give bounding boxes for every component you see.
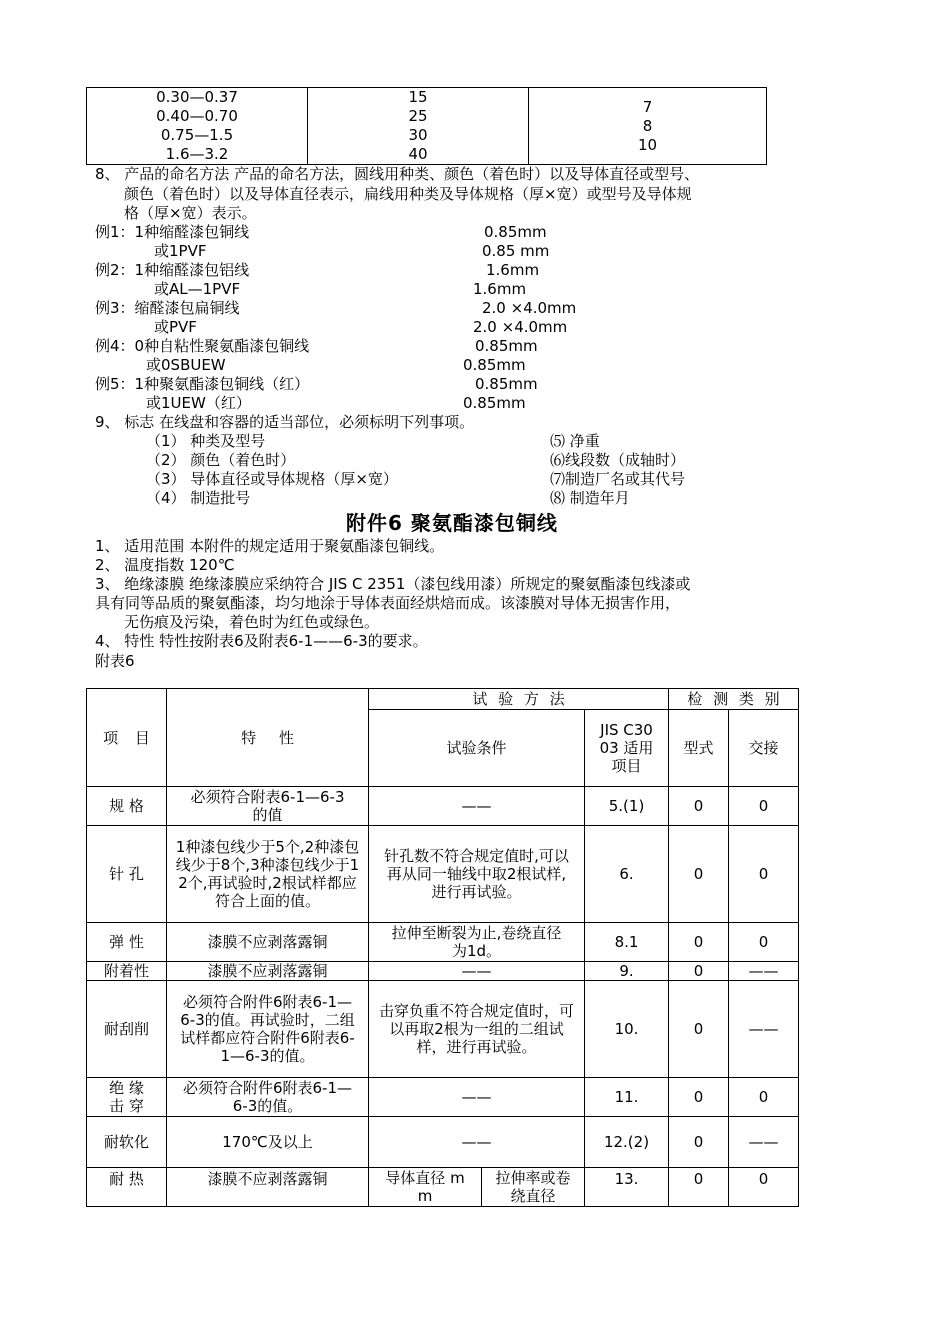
example-label: 例5：1种聚氨酯漆包铜线（红） (95, 375, 310, 393)
table-row (87, 787, 799, 826)
table-row (87, 1168, 799, 1207)
row-type: 0 (669, 923, 729, 962)
example-value: 0.85mm (463, 356, 526, 374)
header-category: 检 测 类 别 (669, 689, 799, 710)
header-jis: JIS C3003 适用项目 (585, 710, 669, 787)
example-label: 或1UEW（红） (146, 394, 251, 412)
example-label: 或AL—1PVF (154, 280, 241, 298)
header-exchange: 交接 (729, 710, 799, 787)
count-item: 8 (642, 116, 653, 135)
example-label: 例1：1种缩醛漆包铜线 (95, 223, 250, 241)
example-value: 1.6mm (486, 261, 540, 279)
row-characteristic: 170℃及以上 (167, 1117, 369, 1168)
row-jis: 9. (585, 962, 669, 981)
row-characteristic: 漆膜不应剥落露铜 (167, 962, 369, 981)
row-characteristic: 必须符合附件6附表6-1—6-3的值。 (167, 1078, 369, 1117)
row-condition: —— (369, 787, 585, 826)
diameter-value: 1.6—3.2 (165, 145, 229, 163)
row-condition: 拉伸至断裂为止,卷绕直径为1d。 (369, 923, 585, 962)
row-characteristic: 必须符合附表6-1—6-3的值 (167, 787, 369, 826)
table-row (87, 981, 799, 1078)
mark-item: （3） 导体直径或导体规格（厚×宽） (146, 470, 398, 488)
row-exchange: 0 (729, 1078, 799, 1117)
diameter-value: 0.30—0.37 (156, 88, 238, 106)
mark-item: ⑸ 净重 (550, 432, 600, 450)
table-row (87, 962, 799, 981)
example-value: 0.85mm (463, 394, 526, 412)
row-item: 绝 缘 击 穿 (87, 1078, 167, 1117)
row-type: 0 (669, 962, 729, 981)
value-item: 30 (408, 126, 428, 144)
mark-item: （2） 颜色（着色时） (146, 451, 296, 469)
example-value: 0.85mm (475, 337, 538, 355)
row-exchange: 0 (729, 923, 799, 962)
row-characteristic: 漆膜不应剥落露铜 (167, 923, 369, 962)
example-label: 或PVF (154, 318, 197, 336)
example-label: 例3：缩醛漆包扁铜线 (95, 299, 240, 317)
row-characteristic: 1种漆包线少于5个,2种漆包线少于8个,3种漆包线少于12个,再试验时,2根试样都应符合上面的值。 (167, 826, 369, 923)
row-item: 耐 热 (87, 1168, 167, 1207)
appendix-p3c: 无伤痕及污染，着色时为红色或绿色。 (124, 613, 380, 631)
row-type: 0 (669, 1117, 729, 1168)
row-condition: —— (369, 962, 585, 981)
row-condition: 击穿负重不符合规定值时，可以再取2根为一组的二组试样，进行再试验。 (369, 981, 585, 1078)
sec8-line1: 8、 产品的命名方法 产品的命名方法，圆线用种类、颜色（着色时）以及导体直径或型号、 (95, 165, 700, 183)
table-label: 附表6 (95, 652, 135, 670)
mark-item: （4） 制造批号 (146, 489, 251, 507)
row-item: 耐软化 (87, 1117, 167, 1168)
table-row (87, 1117, 799, 1168)
row-type: 0 (669, 787, 729, 826)
value-item: 25 (408, 107, 428, 125)
row-jis: 6. (585, 826, 669, 923)
row-type: 0 (669, 1078, 729, 1117)
header-characteristic: 特 性 (167, 689, 369, 787)
row-type: 0 (669, 981, 729, 1078)
row-jis: 12.(2) (585, 1117, 669, 1168)
row-item: 规 格 (87, 787, 167, 826)
row-jis: 10. (585, 981, 669, 1078)
example-value: 2.0 ×4.0mm (473, 318, 568, 336)
count-cell (529, 88, 767, 165)
header-type: 型式 (669, 710, 729, 787)
mark-item: （1） 种类及型号 (146, 432, 266, 450)
row-condition: —— (369, 1117, 585, 1168)
example-value: 0.85mm (475, 375, 538, 393)
row-item: 针 孔 (87, 826, 167, 923)
count-item: 7 (642, 97, 653, 116)
row-jis: 13. (585, 1168, 669, 1207)
row-condition-diameter: 导体直径 mm (369, 1168, 482, 1207)
example-label: 或0SBUEW (146, 356, 226, 374)
row-exchange: —— (729, 1117, 799, 1168)
row-jis: 8.1 (585, 923, 669, 962)
sec8-line3: 格（厚×宽）表示。 (124, 204, 257, 222)
value-cell (308, 88, 529, 165)
example-value: 1.6mm (473, 280, 527, 298)
top-table (86, 87, 767, 165)
row-jis: 5.(1) (585, 787, 669, 826)
row-type: 0 (669, 826, 729, 923)
row-condition-elongation: 拉伸率或卷绕直径 (482, 1168, 585, 1207)
appendix-p1: 1、 适用范围 本附件的规定适用于聚氨酯漆包铜线。 (95, 537, 445, 555)
row-exchange: —— (729, 981, 799, 1078)
row-item: 弹 性 (87, 923, 167, 962)
mark-item: ⑺制造厂名或其代号 (550, 470, 686, 488)
appendix-p3a: 3、 绝缘漆膜 绝缘漆膜应采纳符合 JIS C 2351（漆包线用漆）所规定的聚氨酯漆包线漆或 (95, 575, 691, 593)
count-item: 10 (637, 135, 658, 154)
mark-item: ⑹线段数（成轴时） (550, 451, 686, 469)
mark-item: ⑻ 制造年月 (550, 489, 630, 507)
row-exchange: —— (729, 962, 799, 981)
example-label: 例4：0种自粘性聚氨酯漆包铜线 (95, 337, 310, 355)
row-exchange: 0 (729, 787, 799, 826)
value-item: 40 (408, 145, 428, 163)
value-item: 15 (408, 88, 428, 106)
header-item: 项 目 (87, 689, 167, 787)
row-item: 附着性 (87, 962, 167, 981)
header-test-method: 试 验 方 法 (369, 689, 669, 710)
example-value: 0.85mm (484, 223, 547, 241)
example-value: 0.85 mm (482, 242, 550, 260)
main-table (86, 688, 799, 1207)
sec8-line2: 颜色（着色时）以及导体直径表示，扁线用种类及导体规格（厚×宽）或型号及导体规 (124, 185, 692, 203)
example-value: 2.0 ×4.0mm (482, 299, 577, 317)
row-exchange: 0 (729, 1168, 799, 1207)
table-row (87, 1078, 799, 1117)
example-label: 或1PVF (154, 242, 207, 260)
appendix-p2: 2、 温度指数 120℃ (95, 556, 235, 574)
row-condition: —— (369, 1078, 585, 1117)
row-characteristic: 必须符合附件6附表6-1—6-3的值。再试验时，二组试样都应符合附件6附表6-1—6-3的值。 (167, 981, 369, 1078)
diameter-cell (87, 88, 308, 165)
sec9-intro: 9、 标志 在线盘和容器的适当部位，必须标明下列事项。 (95, 413, 475, 431)
table-row (87, 923, 799, 962)
row-condition: 针孔数不符合规定值时,可以再从同一轴线中取2根试样,进行再试验。 (369, 826, 585, 923)
row-jis: 11. (585, 1078, 669, 1117)
row-item: 耐刮削 (87, 981, 167, 1078)
table-row (87, 826, 799, 923)
row-characteristic: 漆膜不应剥落露铜 (167, 1168, 369, 1207)
row-exchange: 0 (729, 826, 799, 923)
header-condition: 试验条件 (369, 710, 585, 787)
row-type: 0 (669, 1168, 729, 1207)
appendix-title: 附件6 聚氨酯漆包铜线 (346, 511, 558, 535)
appendix-p3b: 具有同等品质的聚氨酯漆，均匀地涂于导体表面经烘焙而成。该漆膜对导体无损害作用， (95, 594, 681, 612)
example-label: 例2：1种缩醛漆包铝线 (95, 261, 250, 279)
diameter-value: 0.75—1.5 (160, 126, 234, 144)
appendix-p4: 4、 特性 特性按附表6及附表6-1——6-3的要求。 (95, 632, 428, 650)
diameter-value: 0.40—0.70 (156, 107, 238, 125)
